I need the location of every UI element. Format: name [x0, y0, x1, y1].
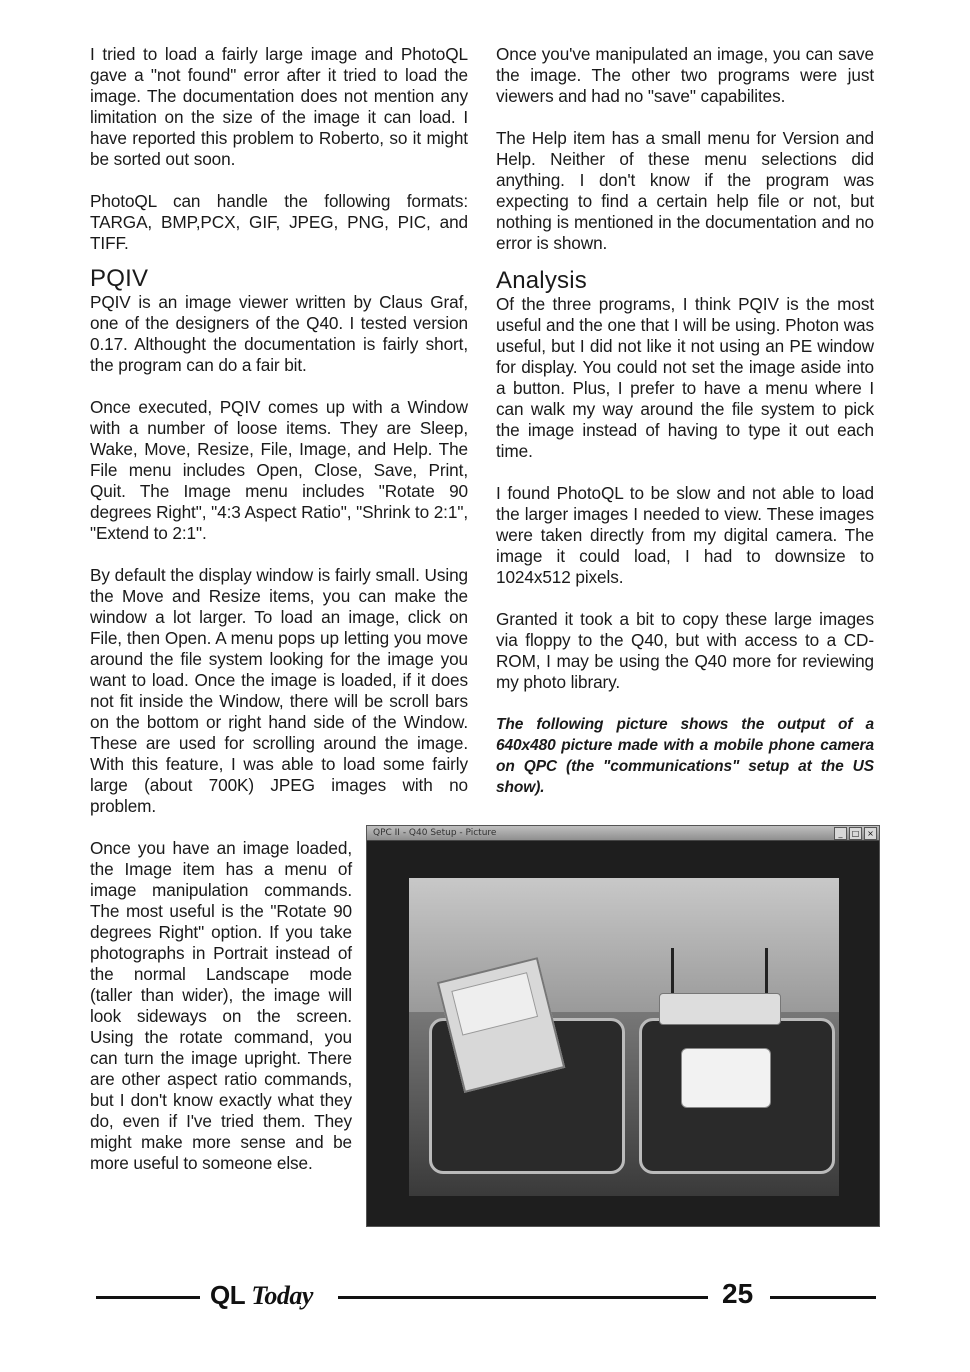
figure-screenshot: [366, 825, 880, 1227]
footer-rule-right: [770, 1296, 876, 1299]
body-paragraph: Once executed, PQIV comes up with a Window with a number of loose items. They are Sleep, Wake, Move, Resize, File, Image, and Help. The File menu includes Open, Close, Save, Print, Quit. The Image menu includes "Rotate 90 degrees Right", "4:3 Aspect Ratio", "Shrink to 2:1", "Extend to 2:1".: [90, 397, 468, 543]
window-titlebar: [367, 826, 879, 841]
figure-caption: The following picture shows the output of a 640x480 picture made with a mobile phone camera on QPC (the "communications" setup at the US show).: [496, 716, 874, 796]
magazine-brand: [210, 1280, 313, 1311]
body-paragraph: By default the display window is fairly small. Using the Move and Resize items, you can make the window a lot larger. To load an image, click on File, then Open. A menu pops up letting you move around the file system looking for the image you want to load. Once the image is loaded, if it does not fit inside the Window, there will be scroll bars on the bottom or right hand side of the Window. These are used for scrolling around the image. With this feature, I was able to load some fairly large (about 700K) JPEG images with no problem.: [90, 565, 468, 816]
body-paragraph: PQIV is an image viewer written by Claus Graf, one of the designers of the Q40. I tested version 0.17. Althought the documentation is fairly short, the program can do a fair bit.: [90, 292, 468, 375]
body-paragraph: Granted it took a bit to copy these large images via floppy to the Q40, but with access to a CD-ROM, I may be using the Q40 more for reviewing my photo library.: [496, 609, 874, 692]
photo-router: [659, 993, 781, 1025]
body-paragraph: Of the three programs, I think PQIV is the most useful and the one that I will be using. Photon was useful, but I did not like it not using an PE window for display. You could not set the image aside into a button. Plus, I prefer to have a menu where I can walk my way around the file system to pick the image instead of having to type it out each time.: [496, 294, 874, 461]
section-heading-analysis: Analysis: [496, 267, 587, 294]
photo-antenna: [671, 948, 674, 996]
maximize-icon: □: [849, 827, 862, 840]
body-paragraph: Once you've manipulated an image, you can save the image. The other two programs were just viewers and had no "save" capabilites.: [496, 44, 874, 106]
footer-rule-left: [96, 1296, 200, 1299]
right-column: [496, 44, 874, 819]
photo-antenna: [765, 948, 768, 996]
close-icon: ×: [864, 827, 877, 840]
page-number: 25: [722, 1278, 754, 1309]
brand-ql: QL: [210, 1280, 245, 1310]
body-paragraph: The Help item has a small menu for Version and Help. Neither of these menu selections did anything. I don't know if the program was expecting to find a certain help file or not, but nothing is mentioned in the documentation and no error is shown.: [496, 128, 874, 253]
body-paragraph: I found PhotoQL to be slow and not able to load the larger images I needed to view. These images were taken directly from my digital camera. The image it could load, I had to downsize to 1024x512 pixels.: [496, 483, 874, 587]
photo-box: [681, 1048, 771, 1108]
body-paragraph: I tried to load a fairly large image and PhotoQL gave a "not found" error after it tried to load the image. The documentation does not mention any limitation on the size of the image it can load. I have reported this problem to Roberto, so it might be sorted out soon.: [90, 44, 468, 169]
window-title: QPC II - Q40 Setup - Picture: [373, 828, 497, 838]
footer-rule-middle: [338, 1296, 708, 1299]
body-paragraph: PhotoQL can handle the following formats: TARGA, BMP,PCX, GIF, JPEG, PNG, PIC, and TIFF.: [90, 191, 468, 253]
minimize-icon: _: [834, 827, 847, 840]
window-controls: [834, 827, 877, 840]
body-paragraph-narrow: Once you have an image loaded, the Image item has a menu of image manipulation commands. The most useful is the "Rotate 90 degrees Right" option. If you take photographs in Portrait instead of the normal Landscape mode (taller than wider), the image will look sideways on the screen. Using the rotate command, you can turn the image upright. There are other aspect ratio commands, but I don't know exactly what they do, even if I've tried them. They might make more sense and be more useful to someone else.: [90, 838, 352, 1173]
photo-laptop-and-router: [409, 878, 839, 1196]
brand-today: Today: [251, 1281, 313, 1310]
section-heading-pqiv: PQIV: [90, 265, 149, 292]
